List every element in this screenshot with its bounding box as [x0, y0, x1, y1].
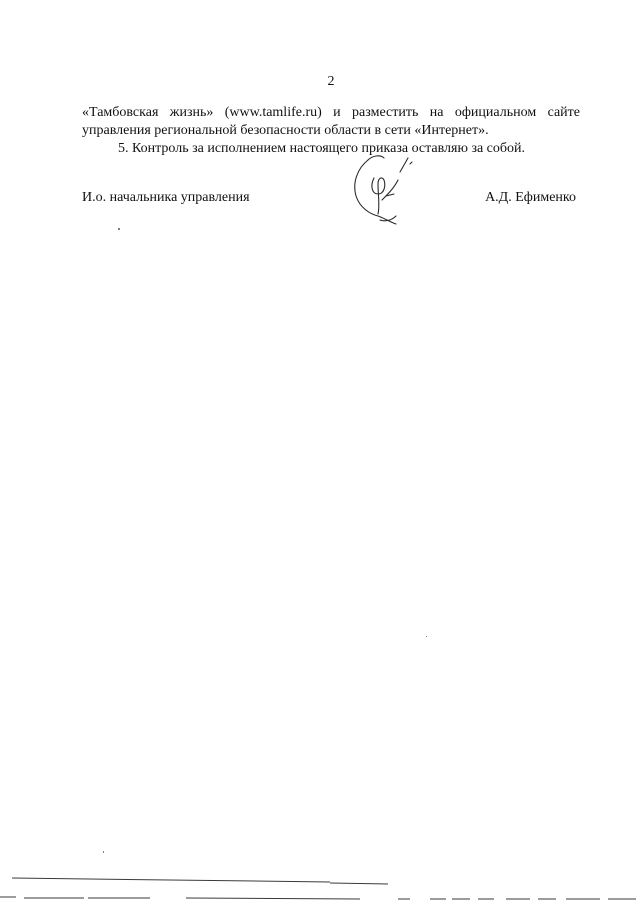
page-number: 2 — [327, 74, 335, 89]
signer-name: А.Д. Ефименко — [485, 190, 576, 205]
document-body — [82, 104, 580, 158]
paragraph-continuation-line-1: «Тамбовская жизнь» (www.tamlife.ru) и разместить на официальном сайте — [82, 105, 580, 120]
signer-title: И.о. начальника управления — [82, 190, 250, 205]
scan-edge-lines — [0, 876, 640, 905]
signature-block — [82, 190, 578, 210]
scan-speck — [426, 636, 427, 637]
paragraph-continuation — [82, 104, 580, 140]
scan-speck — [103, 851, 104, 853]
paragraph-5: 5. Контроль за исполнением настоящего приказа оставляю за собой. — [118, 141, 526, 156]
paragraph-continuation-line-2: управления региональной безопасности области в сети «Интернет». — [82, 123, 489, 138]
handwritten-signature — [338, 150, 428, 230]
scan-speck — [118, 228, 120, 230]
